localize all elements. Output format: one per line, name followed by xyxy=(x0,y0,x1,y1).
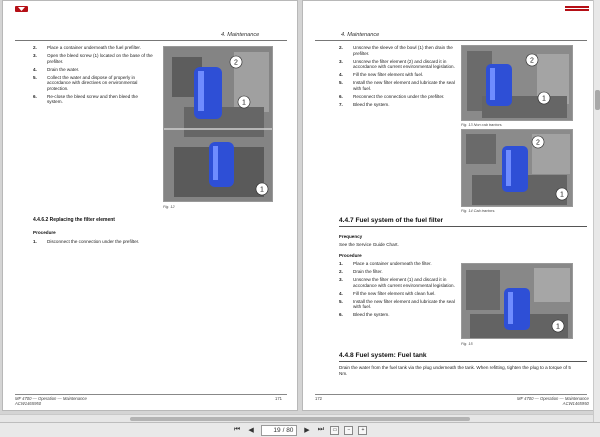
step-item: 6. Re-close the bleed screw and then bleed the system. xyxy=(33,93,138,105)
brand-logo xyxy=(15,6,28,12)
figure-caption: Fig. 13 Non cab tractors. xyxy=(461,123,503,127)
section-rule xyxy=(339,226,587,227)
page-left xyxy=(2,0,298,411)
steps-list xyxy=(339,45,459,110)
next-page-icon[interactable]: ▶ xyxy=(304,427,310,434)
step-item: 3. Unscrew the filter element (1) and discard it in accordance with current environmental legislation. xyxy=(339,276,455,288)
footer-text: MF 4700 — Operation — Maintenance ACW1465950 xyxy=(15,396,87,406)
vertical-scrollbar[interactable] xyxy=(593,0,600,422)
step-item: 3. Unscrew the filter element (2) and discard it in accordance with current environmental legislation. xyxy=(339,58,455,70)
prev-page-icon[interactable]: ◀ xyxy=(248,427,254,434)
figure-fuel-filter-photo xyxy=(461,263,573,339)
section-title-fuel-filter: 4.4.7 Fuel system of the fuel filter xyxy=(339,217,444,224)
steps-list xyxy=(33,45,153,107)
section-header: 4. Maintenance xyxy=(341,32,380,38)
page-right xyxy=(302,0,598,411)
callout-1: 1 xyxy=(556,323,560,331)
step-item: 7. Bleed the system. xyxy=(339,101,390,107)
footer-rule xyxy=(315,394,587,395)
callout-1: 1 xyxy=(242,99,246,107)
figure-caption: Fig. 15 xyxy=(461,342,473,346)
callout-1: 1 xyxy=(542,95,546,103)
navigation-toolbar xyxy=(0,422,600,437)
current-page-input[interactable]: 19 xyxy=(273,426,281,434)
total-pages: / 80 xyxy=(282,426,294,434)
page-indicator[interactable] xyxy=(261,425,298,436)
first-page-icon[interactable]: ⏮ xyxy=(233,426,241,433)
step-item: 5. Install the new filter element and lubricate the seal with fuel. xyxy=(339,80,455,91)
figure-caption: Fig. 12 xyxy=(163,205,175,209)
step-item: 3. Open the bleed screw (1) located on the base of the prefilter. xyxy=(33,52,153,64)
scroll-thumb[interactable] xyxy=(130,417,470,421)
frequency-text: See the Service Guide Chart. xyxy=(339,242,399,247)
header-rule xyxy=(15,40,287,41)
callout-1b: 1 xyxy=(260,186,264,194)
step-item: 6. Reconnect the connection under the prefilter. xyxy=(339,93,445,99)
fit-page-icon[interactable]: ▭ xyxy=(330,426,339,435)
figure-cab-photo xyxy=(461,129,573,207)
step-item: 6. Bleed the system. xyxy=(339,312,390,318)
subsection-title: 4.4.6.2 Replacing the filter element xyxy=(33,217,115,223)
step-item: 2. Drain the filter. xyxy=(339,268,383,274)
brand-logo xyxy=(565,6,589,12)
step-item: 1. Disconnect the connection under the prefilter. xyxy=(33,239,140,244)
header-rule xyxy=(315,40,587,41)
step-item: 5. Install the new filter element and lubricate the seal with fuel. xyxy=(339,298,455,310)
callout-1: 1 xyxy=(560,191,564,199)
frequency-label: Frequency xyxy=(339,234,363,239)
step-item: 1. Place a container underneath the filter. xyxy=(339,261,432,266)
step-item: 2. Unscrew the sleeve of the bowl (1) then drain the prefilter. xyxy=(339,45,453,56)
figure-non-cab-photo xyxy=(461,45,573,121)
callout-2: 2 xyxy=(536,139,540,147)
last-page-icon[interactable]: ⏭ xyxy=(317,426,325,433)
footer-text: MF 4700 — Operation — Maintenance ACW1465950 xyxy=(517,396,589,406)
footer-rule xyxy=(15,394,287,395)
procedure-steps xyxy=(339,261,457,320)
zoom-out-icon[interactable]: − xyxy=(344,426,353,435)
procedure-label: Procedure xyxy=(33,230,56,235)
step-item: 4. Drain the water. xyxy=(33,66,80,72)
page-number: 172 xyxy=(315,396,322,401)
section-rule xyxy=(339,361,587,362)
figure-caption: Fig. 14 Cab tractors. xyxy=(461,209,496,213)
horizontal-scrollbar[interactable] xyxy=(0,414,593,422)
step-item: 4. Fill the new filter element with fuel. xyxy=(339,72,424,78)
step-item: 2. Place a container underneath the fuel prefilter. xyxy=(33,45,141,50)
procedure-label: Procedure xyxy=(339,253,362,258)
zoom-in-icon[interactable]: + xyxy=(358,426,367,435)
page-number: 171 xyxy=(275,396,282,401)
section-header: 4. Maintenance xyxy=(221,32,260,38)
callout-2: 2 xyxy=(530,57,534,65)
section-title-fuel-tank: 4.4.8 Fuel system: Fuel tank xyxy=(339,352,427,359)
procedure-steps xyxy=(33,239,173,247)
step-item: 5. Collect the water and dispose of properly in accordance with directives on environmental protection. xyxy=(33,74,138,91)
step-item: 4. Fill the new filter element with clean fuel. xyxy=(339,290,436,296)
callout-2: 2 xyxy=(234,59,238,67)
figure-filter-photo xyxy=(163,46,273,202)
tank-text: Drain the water from the fuel tank via the plug underneath the tank. When refitting, tighten the plug to a torque of 5 Nm. xyxy=(339,365,571,376)
scroll-thumb[interactable] xyxy=(595,90,600,110)
